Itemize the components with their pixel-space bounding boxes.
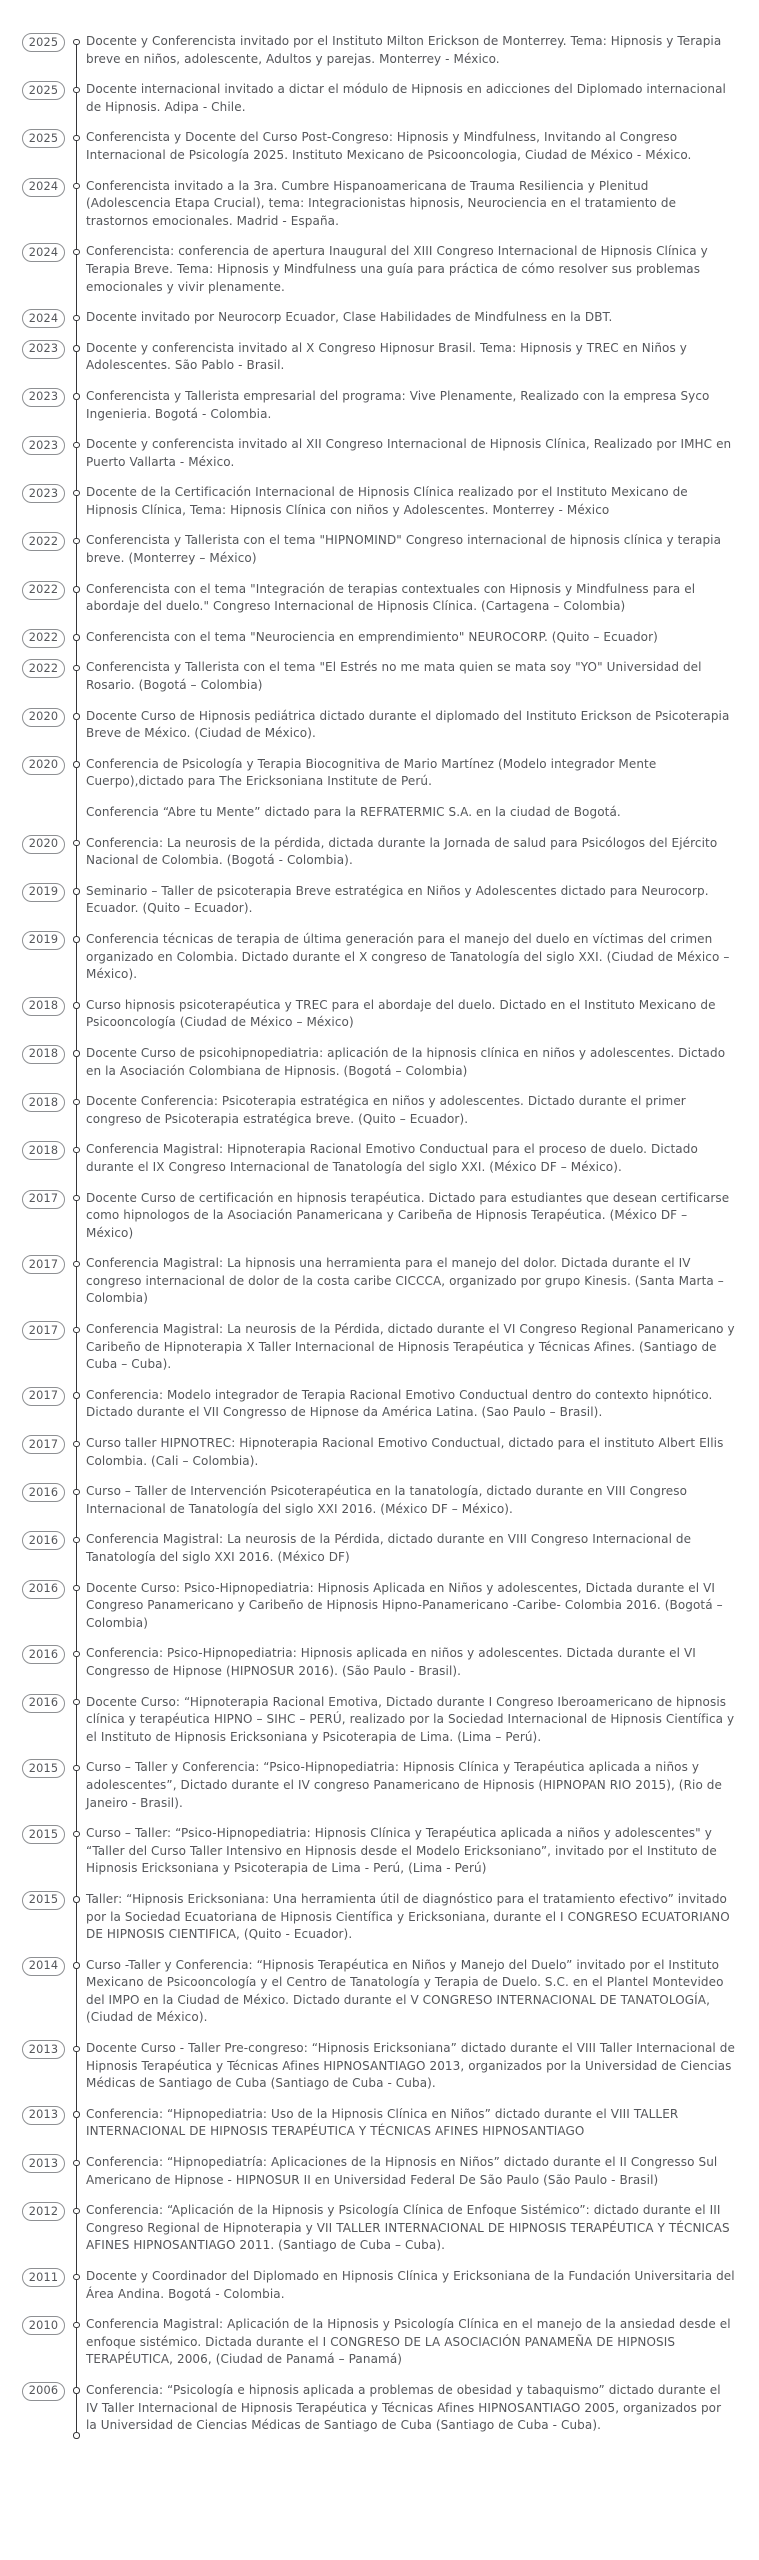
timeline-dot-icon (73, 1585, 79, 1591)
timeline-entry (28, 931, 735, 984)
timeline-dot-icon (73, 665, 79, 671)
entry-text: Docente de la Certificación Internacional de Hipnosis Clínica realizado por el Instituto Mexicano de Hipnosis Clínica, Tema: Hipnosis Clínica con niños y Adolescentes. Monterrey - México (86, 485, 688, 517)
timeline-entry (28, 835, 735, 870)
timeline-entry (28, 1891, 735, 1944)
timeline-dot-icon (73, 761, 79, 767)
timeline-dot-icon (73, 393, 79, 399)
timeline-entry (28, 581, 735, 616)
entry-text: Conferencia: Psico-Hipnopediatria: Hipnosis aplicada en niños y adolescentes. Dictada durante el VI Congresso de Hipnose (HIPNOSUR 2016). (São Paulo - Brasil). (86, 1646, 696, 1678)
entry-text: Docente Curso de psicohipnopediatria: aplicación de la hipnosis clínica en niños y adolescentes. Dictado en la Asociación Colombiana de Hipnosis. (Bogotá – Colombia) (86, 1045, 726, 1078)
timeline-entry (28, 2268, 735, 2303)
timeline-dot-icon (73, 39, 79, 45)
year-badge: 2013 (22, 2040, 65, 2059)
timeline-dot-icon (73, 1099, 79, 1105)
year-badge: 2017 (22, 1321, 65, 1340)
year-badge: 2017 (22, 1190, 65, 1209)
entry-text: Docente invitado por Neurocorp Ecuador, Clase Habilidades de Mindfulness en la DBT. (86, 310, 613, 325)
timeline-dot-icon (73, 1896, 79, 1902)
timeline-dot-icon (73, 888, 79, 894)
timeline-end-dot-icon (73, 2432, 79, 2438)
entry-text: Conferencista y Tallerista con el tema "El Estrés no me mata quien se mata soy "YO" Universidad del Rosario. (Bogotá – Colombia) (86, 660, 702, 693)
timeline-entry (28, 2106, 735, 2141)
year-badge: 2022 (22, 659, 65, 678)
timeline-dot-icon (73, 1537, 79, 1543)
timeline-dot-icon (73, 2274, 79, 2280)
year-badge: 2016 (22, 1645, 65, 1664)
timeline-entry (28, 1483, 735, 1518)
timeline-dot-icon (73, 315, 79, 321)
year-badge: 2023 (22, 388, 65, 407)
timeline-entry (28, 1190, 735, 1243)
timeline-entry (28, 1141, 735, 1176)
entry-text: Docente Curso - Taller Pre-congreso: “Hipnosis Ericksoniana” dictado durante el VIII Taller Internacional de Hipnosis Terapéutica y Técnicas Afines HIPNOSANTIAGO 2013, organizados por la Universidad de Ciencias Médicas de Santiago de Cuba (Santiago de Cuba - Cuba). (86, 2041, 735, 2091)
year-badge: 2023 (22, 340, 65, 359)
timeline-dot-icon (73, 1147, 79, 1153)
entry-text: Conferencia Magistral: La hipnosis una herramienta para el manejo del dolor. Dictada durante el IV congreso internacional de dolor de la costa caribe CICCCA, organizado por grupo Kinesis. (Santa Marta – Colombia) (86, 1256, 724, 1306)
timeline-dot-icon (73, 1699, 79, 1705)
entry-text: Conferencia: “Hipnopediatría: Aplicaciones de la Hipnosis en Niños” dictado durante el II Congresso Sul Americano de Hipnose - HIPNOSUR II en Universidad Federal De São Paulo (São Paulo - Brasil) (86, 2155, 718, 2187)
timeline-dot-icon (73, 840, 79, 846)
entry-text: Docente y Coordinador del Diplomado en Hipnosis Clínica y Ericksoniana de la Fundación Universitaria del Área Andina. Bogotá - Colombia. (86, 2269, 735, 2301)
year-badge: 2010 (22, 2316, 65, 2335)
entry-text: Docente Curso: Psico-Hipnopediatria: Hipnosis Aplicada en Niños y adolescentes, Dictada durante el VI Congreso Panamericano y Caribeño de Hipnosis Hipno-Panamericano -Caribe- Colombia 2016. (Bogotá – Colombia) (86, 1580, 723, 1630)
timeline-dot-icon (73, 2111, 79, 2117)
timeline-entry (28, 2040, 735, 2093)
timeline-dot-icon (73, 586, 79, 592)
timeline-entry (28, 1645, 735, 1680)
timeline-entry (28, 1045, 735, 1080)
year-badge: 2020 (22, 835, 65, 854)
entry-text: Docente Curso de Hipnosis pediátrica dictado durante el diplomado del Instituto Erickson de Psicoterapia Breve de México. (Ciudad de México). (86, 708, 730, 741)
timeline-entry (28, 1580, 735, 1633)
timeline-entry (28, 1387, 735, 1422)
timeline-dot-icon (73, 1441, 79, 1447)
year-badge: 2018 (22, 1141, 65, 1160)
entry-text: Conferencia: “Aplicación de la Hipnosis y Psicología Clínica de Enfoque Sistémico”: dictado durante el III Congreso Regional de Hipnoterapia y VII TALLER INTERNACIONAL DE HIPNOSIS TERAPÉUTICA Y TÉCNICAS AFINES HIPNOSANTIAGO 2011. (Santiago de Cuba – Cuba). (86, 2203, 730, 2253)
timeline-dot-icon (73, 2208, 79, 2214)
year-badge: 2022 (22, 629, 65, 648)
entry-text: Conferencia de Psicología y Terapia Biocognitiva de Mario Martínez (Modelo integrador Mente Cuerpo),dictado para The Ericksoniana Institute de Perú. (86, 756, 657, 789)
year-badge: 2015 (22, 1759, 65, 1778)
timeline-entry (28, 2316, 735, 2369)
timeline-dot-icon (73, 1962, 79, 1968)
year-badge: 2024 (22, 178, 65, 197)
timeline-entry (28, 33, 735, 68)
year-badge: 2018 (22, 997, 65, 1016)
year-badge: 2015 (22, 1891, 65, 1910)
entry-text: Docente Conferencia: Psicoterapia estratégica en niños y adolescentes. Dictado durante el primer congreso de Psicoterapia estratégica breve. (Quito – Ecuador). (86, 1094, 686, 1126)
year-badge: 2017 (22, 1387, 65, 1406)
timeline-entry (28, 1435, 735, 1470)
year-badge: 2024 (22, 243, 65, 262)
timeline-entry (28, 81, 735, 116)
timeline-dot-icon (73, 2387, 79, 2393)
entry-text: Conferencista: conferencia de apertura Inaugural del XIII Congreso Internacional de Hipnosis Clínica y Terapia Breve. Tema: Hipnosis y Mindfulness una guía para práctica de cómo resolver sus problemas emocionales y vivir plenamente. (86, 244, 708, 294)
entry-text: Docente y conferencista invitado al XII Congreso Internacional de Hipnosis Clínica, Realizado por IMHC en Puerto Vallarta - México. (86, 437, 732, 469)
timeline-entry (28, 178, 735, 231)
entry-text: Docente internacional invitado a dictar el módulo de Hipnosis en adicciones del Diplomado internacional de Hipnosis. Adipa - Chile. (86, 82, 726, 114)
timeline-dot-icon (73, 1050, 79, 1056)
year-badge: 2016 (22, 1531, 65, 1550)
entry-text: Conferencia Magistral: Hipnoterapia Racional Emotivo Conductual para el proceso de duelo. Dictado durante el IX Congreso Internacional de Tanatología del siglo XXI. (México DF – México). (86, 1142, 698, 1174)
timeline-entry (28, 340, 735, 375)
timeline-entry (28, 436, 735, 471)
timeline-entry (28, 2382, 735, 2435)
entry-text: Conferencista con el tema "Neurociencia en emprendimiento" NEUROCORP. (Quito – Ecuador) (86, 629, 658, 644)
timeline-dot-icon (73, 1002, 79, 1008)
timeline-entry (28, 1825, 735, 1878)
timeline-entry (28, 129, 735, 164)
year-badge: 2020 (22, 756, 65, 775)
entry-text: Docente Curso de certificación en hipnosis terapéutica. Dictado para estudiantes que desean certificarse como hipnologos de la Asociación Panamericana y Caribeña de Hipnosis Terapéutica. (México DF – México) (86, 1190, 730, 1240)
timeline-dot-icon (73, 1831, 79, 1837)
timeline-dot-icon (73, 2046, 79, 2052)
year-badge: 2020 (22, 708, 65, 727)
entry-text: Curso – Taller de Intervención Psicoterapéutica en la tanatología, dictado durante en VIII Congreso Internacional de Tanatología del siglo XXI 2016. (México DF – México). (86, 1484, 688, 1516)
year-badge: 2025 (22, 81, 65, 100)
timeline-entry (28, 1957, 735, 2027)
entry-text: Conferencia: Modelo integrador de Terapia Racional Emotivo Conductual dentro do contexto hipnótico. Dictado durante el VII Congresso de Hipnose da América Latina. (Sao Paulo – Brasil). (86, 1387, 713, 1420)
year-badge: 2016 (22, 1580, 65, 1599)
timeline-dot-icon (73, 1195, 79, 1201)
entry-text: Conferencia Magistral: Aplicación de la Hipnosis y Psicología Clínica en el manejo de la ansiedad desde el enfoque sistémico. Dictada durante el I CONGRESO DE LA ASOCIACIÓN PANAMEÑA DE HIPNOSIS TERAPÉUTICA, 2006, (Ciudad de Panamá – Panamá) (86, 2317, 731, 2367)
timeline-entry (28, 997, 735, 1032)
year-badge: 2023 (22, 484, 65, 503)
year-badge: 2014 (22, 1957, 65, 1976)
entry-text: Docente y conferencista invitado al X Congreso Hipnosur Brasil. Tema: Hipnosis y TREC en Niños y Adolescentes. São Pablo - Brasil. (86, 340, 687, 373)
year-badge: 2012 (22, 2202, 65, 2221)
timeline-dot-icon (73, 249, 79, 255)
timeline-entry (28, 309, 735, 327)
year-badge: 2011 (22, 2268, 65, 2287)
entry-text: Curso – Taller y Conferencia: “Psico-Hipnopediatria: Hipnosis Clínica y Terapéutica aplicada a niños y adolescentes”, Dictado durante el IV congreso Panamericano de Hipnosis (HIPNOPAN RIO 2015), (Rio de Janeiro - Brasil). (86, 1760, 723, 1810)
entry-text: Conferencia Magistral: La neurosis de la Pérdida, dictado durante el VI Congreso Regional Panamericano y Caribeño de Hipnoterapia X Taller Internacional de Hipnosis Terapéutica y Técnicas Afines. (Santiago de Cuba – Cuba). (86, 1322, 735, 1372)
timeline-entry (28, 1093, 735, 1128)
timeline-entry (28, 532, 735, 567)
entry-text: Conferencista y Tallerista empresarial del programa: Vive Plenamente, Realizado con la empresa Syco Ingenieria. Bogotá - Colombia. (86, 388, 710, 421)
entry-text: Curso hipnosis psicoterapéutica y TREC para el abordaje del duelo. Dictado en el Instituto Mexicano de Psicooncología (Ciudad de México – México) (86, 997, 716, 1030)
year-badge: 2024 (22, 309, 65, 328)
entry-text: Docente Curso: “Hipnoterapia Racional Emotiva, Dictado durante I Congreso Iberoamericano de hipnosis clínica y terapéutica HIPNO – SIHC – PERÚ, realizado por la Sociedad Internacional de Hipnosis Científica y el Instituto de Hipnosis Ericksoniana y Psicoterapia de Lima. (Lima – Perú). (86, 1694, 735, 1744)
entry-text: Conferencista invitado a la 3ra. Cumbre Hispanoamericana de Trauma Resiliencia y Plenitud (Adolescencia Etapa Crucial), tema: Integracionistas hipnosis, Neurociencia en el tratamiento de trastornos emocionales. Madrid - España. (86, 178, 677, 228)
timeline-dot-icon (73, 1392, 79, 1398)
year-badge: 2019 (22, 931, 65, 950)
timeline-entry (28, 388, 735, 423)
timeline-entry (28, 1759, 735, 1812)
year-badge: 2013 (22, 2154, 65, 2173)
year-badge: 2025 (22, 33, 65, 52)
timeline-entry (28, 1255, 735, 1308)
timeline-dot-icon (73, 490, 79, 496)
timeline-dot-icon (73, 442, 79, 448)
timeline-dot-icon (73, 87, 79, 93)
timeline-entry (28, 484, 735, 519)
timeline-entry (28, 1531, 735, 1566)
entry-text: Curso -Taller y Conferencia: “Hipnosis Terapéutica en Niños y Manejo del Duelo” invitado por el Instituto Mexicano de Psicooncología y el Centro de Tanatología y Terapia de Duelo. S.C. en el Plantel Montevideo del IMPO en la Ciudad de México. Dictado durante el V CONGRESO INTERNACIONAL DE TANATOLOGÍA, (Ciudad de México). (86, 1957, 724, 2025)
timeline-dot-icon (73, 1489, 79, 1495)
entry-text: Conferencia “Abre tu Mente” dictado para la REFRATERMIC S.A. en la ciudad de Bogotá. (86, 805, 621, 819)
timeline-entry (28, 243, 735, 296)
year-badge: 2016 (22, 1483, 65, 1502)
entry-text: Conferencia: La neurosis de la pérdida, dictada durante la Jornada de salud para Psicólogos del Ejército Nacional de Colombia. (Bogotá - Colombia). (86, 835, 718, 868)
year-badge: 2025 (22, 129, 65, 148)
year-badge: 2017 (22, 1435, 65, 1454)
year-badge: 2022 (22, 581, 65, 600)
year-badge: 2018 (22, 1093, 65, 1112)
timeline-dot-icon (73, 634, 79, 640)
year-badge: 2019 (22, 883, 65, 902)
timeline-dot-icon (73, 2322, 79, 2328)
entry-text: Conferencia técnicas de terapia de última generación para el manejo del duelo en víctimas del crimen organizado en Colombia. Dictado durante el X congreso de Tanatología del siglo XXI. (Ciudad de México – México). (86, 931, 730, 982)
timeline-entry (28, 756, 735, 791)
entry-text: Conferencista y Tallerista con el tema "HIPNOMIND" Congreso internacional de hipnosis clínica y terapia breve. (Monterrey – México) (86, 533, 722, 566)
year-badge: 2015 (22, 1825, 65, 1844)
timeline-dot-icon (73, 1327, 79, 1333)
year-badge: 2017 (22, 1255, 65, 1274)
timeline-dot-icon (73, 345, 79, 351)
timeline-entry (28, 1321, 735, 1374)
timeline-dot-icon (73, 183, 79, 189)
year-badge: 2018 (22, 1045, 65, 1064)
timeline-entry (28, 2154, 735, 2189)
timeline-entry (28, 659, 735, 694)
year-badge: 2023 (22, 436, 65, 455)
entry-text: Conferencia: “Hipnopediatria: Uso de la Hipnosis Clínica en Niños” dictado durante el VIII TALLER INTERNACIONAL DE HIPNOSIS TERAPÉUTICA Y TÉCNICAS AFINES HIPNOSANTIAGO (86, 2106, 679, 2139)
timeline-dot-icon (73, 1261, 79, 1267)
timeline-dot-icon (73, 713, 79, 719)
timeline-dot-icon (73, 135, 79, 141)
entry-text: Curso – Taller: “Psico-Hipnopediatria: Hipnosis Clínica y Terapéutica aplicada a niños y adolescentes" y “Taller del Curso Taller Intensivo en Hipnosis desde el Modelo Ericksoniano”, invitado por el Instituto de Hipnosis Ericksoniana y Psicoterapia de Lima - Perú, (Lima - Perú) (86, 1826, 717, 1876)
timeline-dot-icon (73, 1651, 79, 1657)
entry-text: Conferencia Magistral: La neurosis de la Pérdida, dictado durante en VIII Congreso Internacional de Tanatología del siglo XXI 2016. (México DF) (86, 1532, 692, 1564)
timeline-entry (28, 708, 735, 743)
timeline-entries (28, 33, 735, 2435)
timeline-entry (28, 629, 735, 647)
timeline-entry (86, 804, 735, 822)
entry-text: Docente y Conferencista invitado por el Instituto Milton Erickson de Monterrey. Tema: Hipnosis y Terapia breve en niños, adolescente, Adultos y parejas. Monterrey - México. (86, 34, 722, 66)
timeline-dot-icon (73, 2160, 79, 2166)
timeline-entry (28, 1694, 735, 1747)
timeline-dot-icon (73, 1765, 79, 1771)
entry-text: Conferencia: “Psicología e hipnosis aplicada a problemas de obesidad y tabaquismo” dictado durante el IV Taller Internacional de Hipnosis Terapéutica y Técnicas Afines HIPNOSANTIAGO 2005, organizados por la Universidad de Ciencias Médicas de Santiago de Cuba (Santiago de Cuba - Cuba). (86, 2382, 722, 2433)
entry-text: Conferencista con el tema "Integración de terapias contextuales con Hipnosis y Mindfulness para el abordaje del duelo." Congreso Internacional de Hipnosis Clínica. (Cartagena – Colombia) (86, 581, 696, 614)
timeline-dot-icon (73, 936, 79, 942)
year-badge: 2006 (22, 2382, 65, 2401)
year-badge: 2022 (22, 532, 65, 551)
entry-text: Taller: “Hipnosis Ericksoniana: Una herramienta útil de diagnóstico para el tratamiento efectivo” invitado por la Sociedad Ecuatoriana de Hipnosis Científica y Ericksoniana, durante el I CONGRESO ECUATORIANO DE HIPNOSIS CIENTIFICA, (Quito - Ecuador). (86, 1891, 730, 1942)
entry-text: Curso taller HIPNOTREC: Hipnoterapia Racional Emotivo Conductual, dictado para el instituto Albert Ellis Colombia. (Cali – Colombia). (86, 1436, 724, 1468)
entry-text: Conferencista y Docente del Curso Post-Congreso: Hipnosis y Mindfulness, Invitando al Congreso Internacional de Psicología 2025. Instituto Mexicano de Psicooncologia, Ciudad de México - México. (86, 130, 692, 162)
timeline-entry (28, 883, 735, 918)
entry-text: Seminario – Taller de psicoterapia Breve estratégica en Niños y Adolescentes dictado para Neurocorp. Ecuador. (Quito – Ecuador). (86, 883, 709, 916)
timeline-entry (28, 2202, 735, 2255)
year-badge: 2013 (22, 2106, 65, 2125)
timeline-dot-icon (73, 538, 79, 544)
year-badge: 2016 (22, 1694, 65, 1713)
